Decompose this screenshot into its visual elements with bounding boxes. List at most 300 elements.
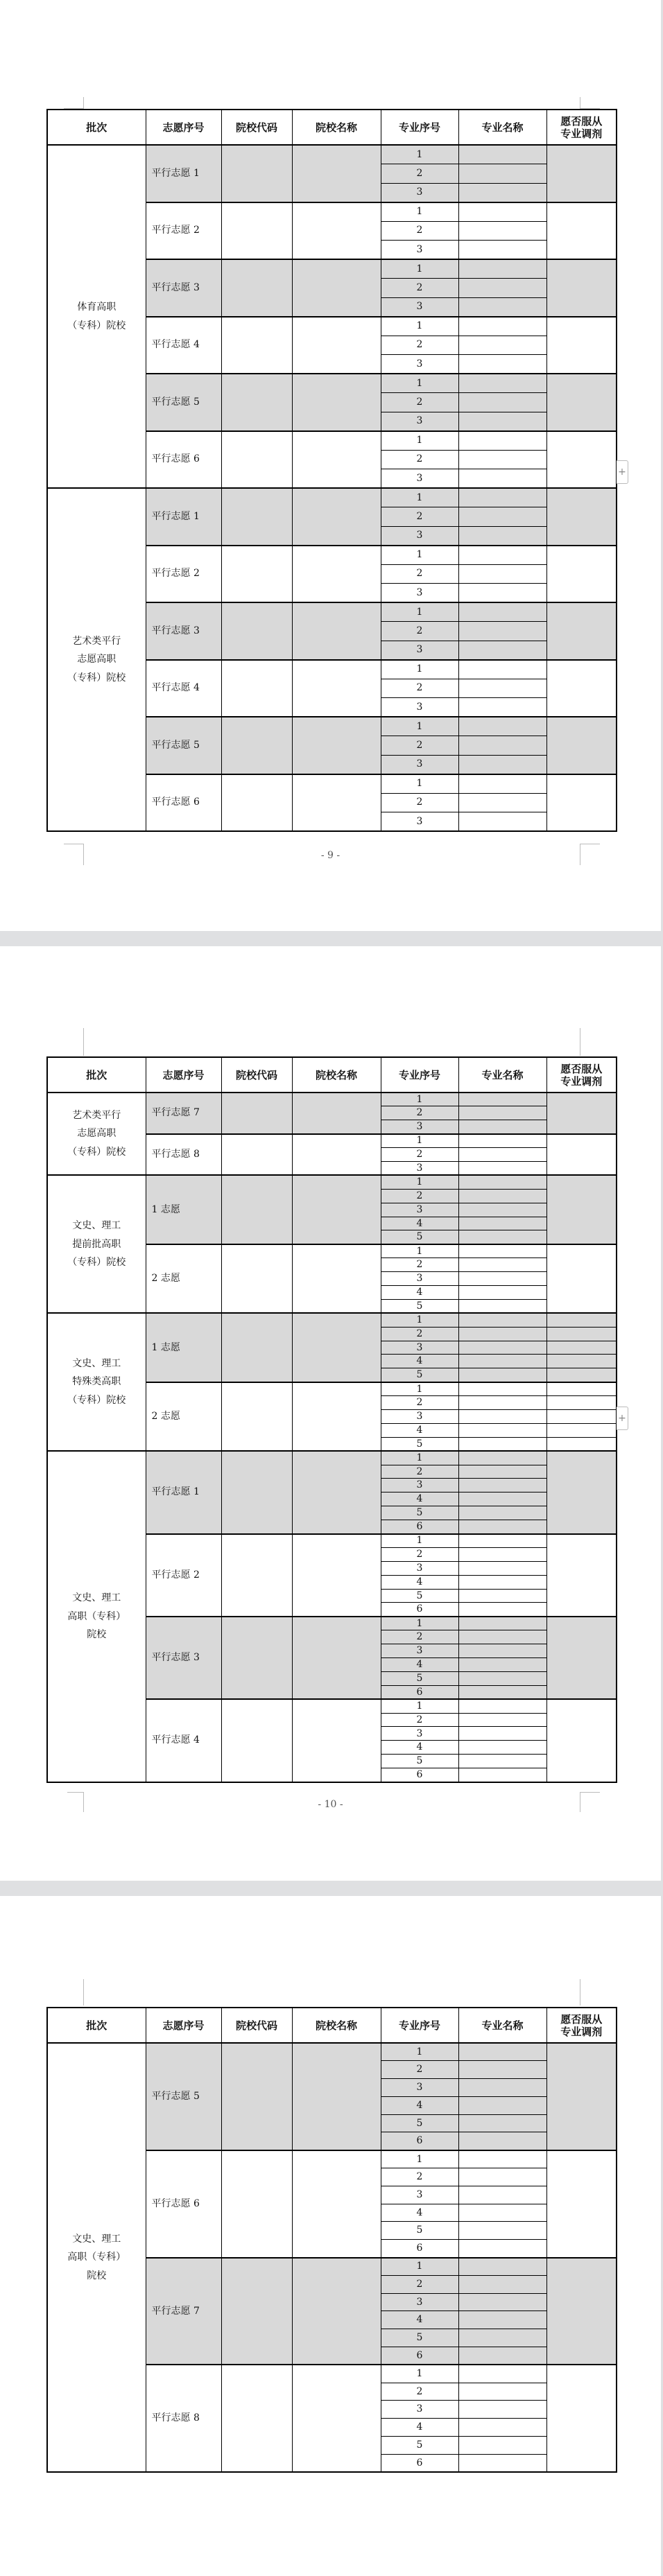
major-name-input[interactable]	[458, 1755, 546, 1768]
accept-adjustment-input[interactable]	[546, 317, 617, 374]
choice-cell: 平行志愿 3	[146, 259, 221, 317]
major-number-cell: 3	[381, 1561, 458, 1575]
major-name-input[interactable]	[458, 1534, 546, 1548]
major-number-cell: 3	[381, 412, 458, 431]
major-name-input[interactable]	[458, 374, 546, 393]
major-name-input[interactable]	[458, 2114, 546, 2132]
major-number-cell: 1	[381, 374, 458, 393]
column-header-accept-adjustment: 愿否服从 专业调剂	[546, 2008, 617, 2043]
school-name-input[interactable]	[292, 1534, 381, 1617]
major-name-input[interactable]	[458, 2168, 546, 2186]
accept-adjustment-input[interactable]	[546, 1327, 617, 1341]
school-name-input[interactable]	[292, 202, 381, 260]
school-code-input[interactable]	[221, 2365, 292, 2472]
major-number-cell: 2	[381, 679, 458, 698]
major-name-input[interactable]	[458, 1713, 546, 1727]
major-name-input[interactable]	[458, 393, 546, 412]
choice-cell: 平行志愿 4	[146, 317, 221, 374]
choice-cell: 平行志愿 2	[146, 1534, 221, 1617]
major-name-input[interactable]	[458, 1148, 546, 1162]
major-name-input[interactable]	[458, 1203, 546, 1217]
major-number-cell: 2	[381, 1713, 458, 1727]
major-number-cell: 3	[381, 241, 458, 260]
major-number-cell: 1	[381, 1699, 458, 1713]
column-header-batch: 批次	[47, 110, 146, 145]
school-name-input[interactable]	[292, 1313, 381, 1382]
major-name-input[interactable]	[458, 1685, 546, 1699]
choice-cell: 平行志愿 1	[146, 488, 221, 546]
school-name-input[interactable]	[292, 602, 381, 660]
major-number-cell: 5	[381, 1368, 458, 1382]
school-code-input[interactable]	[221, 660, 292, 717]
accept-adjustment-input[interactable]	[546, 1382, 617, 1396]
major-name-input[interactable]	[458, 622, 546, 641]
accept-adjustment-input[interactable]	[546, 2043, 617, 2150]
major-number-cell: 2	[381, 2061, 458, 2079]
major-name-input[interactable]	[458, 1106, 546, 1120]
school-code-input[interactable]	[221, 2043, 292, 2150]
school-name-input[interactable]	[292, 2258, 381, 2365]
major-number-cell: 1	[381, 1313, 458, 1327]
major-name-input[interactable]	[458, 1589, 546, 1603]
major-name-input[interactable]	[458, 1175, 546, 1189]
school-code-input[interactable]	[221, 488, 292, 546]
major-name-input[interactable]	[458, 1520, 546, 1534]
school-name-input[interactable]	[292, 488, 381, 546]
major-name-input[interactable]	[458, 1313, 546, 1327]
accept-adjustment-input[interactable]	[546, 1313, 617, 1327]
major-name-input[interactable]	[458, 1671, 546, 1685]
major-name-input[interactable]	[458, 1258, 546, 1272]
major-name-input[interactable]	[458, 698, 546, 717]
major-name-input[interactable]	[458, 1382, 546, 1396]
choice-cell: 平行志愿 1	[146, 1451, 221, 1533]
major-name-input[interactable]	[458, 2240, 546, 2258]
header-row	[47, 110, 617, 145]
major-name-input[interactable]	[458, 507, 546, 527]
batch-cell: 文史、理工 特殊类高职 （专科）院校	[47, 1313, 146, 1451]
major-name-input[interactable]	[458, 2096, 546, 2114]
batch-cell: 艺术类平行 志愿高职 （专科）院校	[47, 488, 146, 831]
school-name-input[interactable]	[292, 546, 381, 603]
major-name-input[interactable]	[458, 336, 546, 355]
accept-adjustment-input[interactable]	[546, 2258, 617, 2365]
corner-mark	[64, 97, 84, 109]
major-number-cell: 2	[381, 1189, 458, 1203]
major-number-cell: 4	[381, 1658, 458, 1672]
major-name-input[interactable]	[458, 2293, 546, 2311]
major-name-input[interactable]	[458, 1327, 546, 1341]
major-name-input[interactable]	[458, 450, 546, 469]
school-code-input[interactable]	[221, 2150, 292, 2258]
school-name-input[interactable]	[292, 259, 381, 317]
accept-adjustment-input[interactable]	[546, 602, 617, 660]
school-code-input[interactable]	[221, 1313, 292, 1382]
major-number-cell: 3	[381, 1409, 458, 1423]
major-name-input[interactable]	[458, 1423, 546, 1437]
page-number: - 10 -	[318, 1799, 343, 1810]
major-number-cell: 2	[381, 279, 458, 298]
school-code-input[interactable]	[221, 774, 292, 832]
major-name-input[interactable]	[458, 1492, 546, 1506]
major-name-input[interactable]	[458, 2437, 546, 2455]
school-name-input[interactable]	[292, 1699, 381, 1782]
header-row	[47, 1057, 617, 1093]
school-code-input[interactable]	[221, 1699, 292, 1782]
major-name-input[interactable]	[458, 1630, 546, 1644]
major-name-input[interactable]	[458, 602, 546, 622]
major-name-input[interactable]	[458, 546, 546, 565]
corner-mark	[64, 1979, 84, 2005]
major-name-input[interactable]	[458, 736, 546, 756]
batch-cell: 文史、理工 提前批高职 （专科）院校	[47, 1175, 146, 1313]
major-name-input[interactable]	[458, 1437, 546, 1451]
school-code-input[interactable]	[221, 1134, 292, 1176]
accept-adjustment-input[interactable]	[546, 374, 617, 431]
school-name-input[interactable]	[292, 1244, 381, 1313]
school-name-input[interactable]	[292, 1175, 381, 1244]
major-name-input[interactable]	[458, 1658, 546, 1672]
major-name-input[interactable]	[458, 297, 546, 317]
school-name-input[interactable]	[292, 1617, 381, 1699]
choice-cell: 平行志愿 7	[146, 1093, 221, 1134]
column-header-school-code: 院校代码	[221, 2008, 292, 2043]
major-name-input[interactable]	[458, 1506, 546, 1520]
accept-adjustment-input[interactable]	[546, 259, 617, 317]
major-name-input[interactable]	[458, 1299, 546, 1313]
choice-cell: 平行志愿 5	[146, 2043, 221, 2150]
school-name-input[interactable]	[292, 1134, 381, 1176]
major-name-input[interactable]	[458, 2329, 546, 2347]
major-name-input[interactable]	[458, 1093, 546, 1106]
major-name-input[interactable]	[458, 2419, 546, 2437]
choice-cell: 平行志愿 7	[146, 2258, 221, 2365]
accept-adjustment-input[interactable]	[546, 774, 617, 832]
major-name-input[interactable]	[458, 1120, 546, 1134]
major-number-cell: 4	[381, 1355, 458, 1368]
major-number-cell: 2	[381, 336, 458, 355]
major-name-input[interactable]	[458, 717, 546, 736]
major-name-input[interactable]	[458, 1561, 546, 1575]
major-number-cell: 1	[381, 1534, 458, 1548]
school-name-input[interactable]	[292, 774, 381, 832]
major-number-cell: 1	[381, 1451, 458, 1465]
major-name-input[interactable]	[458, 564, 546, 584]
school-name-input[interactable]	[292, 2150, 381, 2258]
accept-adjustment-input[interactable]	[546, 145, 617, 202]
major-name-input[interactable]	[458, 412, 546, 431]
major-number-cell: 6	[381, 1520, 458, 1534]
major-name-input[interactable]	[458, 2079, 546, 2097]
major-name-input[interactable]	[458, 1575, 546, 1589]
major-name-input[interactable]	[458, 1244, 546, 1258]
major-name-input[interactable]	[458, 317, 546, 336]
major-name-input[interactable]	[458, 1547, 546, 1561]
column-header-batch: 批次	[47, 1057, 146, 1093]
accept-adjustment-input[interactable]	[546, 1617, 617, 1699]
major-number-cell: 1	[381, 2043, 458, 2061]
column-header-choice-number: 志愿序号	[146, 2008, 221, 2043]
school-name-input[interactable]	[292, 1093, 381, 1134]
major-name-input[interactable]	[458, 1699, 546, 1713]
major-number-cell: 1	[381, 1134, 458, 1148]
major-name-input[interactable]	[458, 793, 546, 812]
major-name-input[interactable]	[458, 488, 546, 507]
accept-adjustment-input[interactable]	[546, 717, 617, 774]
major-number-cell: 2	[381, 1148, 458, 1162]
table-row	[47, 1313, 617, 1327]
add-row-button[interactable]: +	[617, 1407, 628, 1430]
major-name-input[interactable]	[458, 1644, 546, 1658]
choice-cell: 平行志愿 1	[146, 145, 221, 202]
choice-cell: 平行志愿 6	[146, 774, 221, 832]
major-name-input[interactable]	[458, 1479, 546, 1492]
major-name-input[interactable]	[458, 1741, 546, 1755]
major-name-input[interactable]	[458, 202, 546, 222]
school-code-input[interactable]	[221, 1451, 292, 1533]
school-code-input[interactable]	[221, 717, 292, 774]
major-name-input[interactable]	[458, 2043, 546, 2061]
accept-adjustment-input[interactable]	[546, 1534, 617, 1617]
choice-cell: 2 志愿	[146, 1244, 221, 1313]
school-code-input[interactable]	[221, 1175, 292, 1244]
column-header-major-name: 专业名称	[458, 110, 546, 145]
major-number-cell: 2	[381, 2275, 458, 2293]
major-number-cell: 1	[381, 774, 458, 794]
major-name-input[interactable]	[458, 2401, 546, 2419]
accept-adjustment-input[interactable]	[546, 1409, 617, 1423]
corner-mark	[64, 1028, 84, 1056]
major-name-input[interactable]	[458, 259, 546, 279]
major-name-input[interactable]	[458, 145, 546, 164]
major-number-cell: 3	[381, 2293, 458, 2311]
major-name-input[interactable]	[458, 584, 546, 603]
major-number-cell: 3	[381, 1120, 458, 1134]
major-number-cell: 1	[381, 1093, 458, 1106]
major-name-input[interactable]	[458, 641, 546, 660]
major-name-input[interactable]	[458, 221, 546, 241]
batch-cell: 体育高职 （专科）院校	[47, 145, 146, 488]
accept-adjustment-input[interactable]	[546, 1699, 617, 1782]
major-number-cell: 6	[381, 2240, 458, 2258]
school-code-input[interactable]	[221, 202, 292, 260]
accept-adjustment-input[interactable]	[546, 1134, 617, 1176]
major-name-input[interactable]	[458, 2258, 546, 2276]
school-code-input[interactable]	[221, 602, 292, 660]
major-name-input[interactable]	[458, 2365, 546, 2383]
major-name-input[interactable]	[458, 2275, 546, 2293]
application-table	[46, 2007, 617, 2473]
major-number-cell: 1	[381, 1244, 458, 1258]
major-name-input[interactable]	[458, 2383, 546, 2401]
major-name-input[interactable]	[458, 1451, 546, 1465]
major-name-input[interactable]	[458, 2347, 546, 2365]
major-name-input[interactable]	[458, 774, 546, 794]
accept-adjustment-input[interactable]	[546, 546, 617, 603]
accept-adjustment-input[interactable]	[546, 660, 617, 717]
major-number-cell: 1	[381, 317, 458, 336]
accept-adjustment-input[interactable]	[546, 1396, 617, 1410]
major-name-input[interactable]	[458, 469, 546, 489]
major-name-input[interactable]	[458, 1465, 546, 1479]
major-name-input[interactable]	[458, 164, 546, 184]
school-code-input[interactable]	[221, 431, 292, 489]
major-name-input[interactable]	[458, 431, 546, 451]
major-number-cell: 3	[381, 698, 458, 717]
major-name-input[interactable]	[458, 1727, 546, 1741]
major-number-cell: 1	[381, 660, 458, 679]
major-name-input[interactable]	[458, 526, 546, 546]
major-name-input[interactable]	[458, 1272, 546, 1286]
major-number-cell: 3	[381, 2186, 458, 2204]
major-name-input[interactable]	[458, 2454, 546, 2472]
school-code-input[interactable]	[221, 1617, 292, 1699]
major-name-input[interactable]	[458, 1617, 546, 1630]
school-code-input[interactable]	[221, 1244, 292, 1313]
major-number-cell: 3	[381, 1727, 458, 1741]
accept-adjustment-input[interactable]	[546, 1451, 617, 1533]
school-code-input[interactable]	[221, 1382, 292, 1451]
add-row-button[interactable]: +	[617, 460, 628, 484]
major-number-cell: 1	[381, 202, 458, 222]
school-code-input[interactable]	[221, 317, 292, 374]
column-header-major-name: 专业名称	[458, 2008, 546, 2043]
major-name-input[interactable]	[458, 1230, 546, 1244]
major-number-cell: 2	[381, 1465, 458, 1479]
major-name-input[interactable]	[458, 2222, 546, 2240]
school-code-input[interactable]	[221, 2258, 292, 2365]
school-name-input[interactable]	[292, 145, 381, 202]
accept-adjustment-input[interactable]	[546, 2150, 617, 2258]
table-row	[47, 488, 617, 507]
major-name-input[interactable]	[458, 279, 546, 298]
corner-mark	[580, 97, 600, 109]
page-number: - 9 -	[320, 850, 341, 861]
accept-adjustment-input[interactable]	[546, 2365, 617, 2472]
choice-cell: 平行志愿 4	[146, 660, 221, 717]
accept-adjustment-input[interactable]	[546, 1368, 617, 1382]
school-name-input[interactable]	[292, 2365, 381, 2472]
major-name-input[interactable]	[458, 2186, 546, 2204]
page-10	[0, 946, 661, 1881]
column-header-major-number: 专业序号	[381, 1057, 458, 1093]
major-name-input[interactable]	[458, 1409, 546, 1423]
major-number-cell: 4	[381, 1492, 458, 1506]
major-name-input[interactable]	[458, 241, 546, 260]
major-name-input[interactable]	[458, 1368, 546, 1382]
major-name-input[interactable]	[458, 183, 546, 202]
column-header-major-number: 专业序号	[381, 2008, 458, 2043]
major-number-cell: 1	[381, 431, 458, 451]
major-name-input[interactable]	[458, 1134, 546, 1148]
major-name-input[interactable]	[458, 2204, 546, 2222]
major-number-cell: 4	[381, 1217, 458, 1230]
major-number-cell: 5	[381, 2222, 458, 2240]
school-name-input[interactable]	[292, 374, 381, 431]
major-number-cell: 3	[381, 526, 458, 546]
accept-adjustment-input[interactable]	[546, 1355, 617, 1368]
accept-adjustment-input[interactable]	[546, 202, 617, 260]
major-number-cell: 1	[381, 2365, 458, 2383]
major-number-cell: 2	[381, 450, 458, 469]
school-name-input[interactable]	[292, 317, 381, 374]
major-number-cell: 4	[381, 1575, 458, 1589]
major-name-input[interactable]	[458, 2311, 546, 2329]
major-number-cell: 4	[381, 1741, 458, 1755]
school-code-input[interactable]	[221, 374, 292, 431]
accept-adjustment-input[interactable]	[546, 431, 617, 489]
major-name-input[interactable]	[458, 755, 546, 774]
major-name-input[interactable]	[458, 1396, 546, 1410]
major-name-input[interactable]	[458, 1355, 546, 1368]
school-name-input[interactable]	[292, 660, 381, 717]
major-name-input[interactable]	[458, 660, 546, 679]
column-header-batch: 批次	[47, 2008, 146, 2043]
major-number-cell: 5	[381, 2437, 458, 2455]
major-number-cell: 3	[381, 1161, 458, 1175]
major-number-cell: 3	[381, 1341, 458, 1355]
major-number-cell: 5	[381, 1589, 458, 1603]
school-code-input[interactable]	[221, 259, 292, 317]
school-name-input[interactable]	[292, 1451, 381, 1533]
school-name-input[interactable]	[292, 717, 381, 774]
major-name-input[interactable]	[458, 1161, 546, 1175]
major-name-input[interactable]	[458, 1768, 546, 1782]
major-number-cell: 1	[381, 1617, 458, 1630]
major-name-input[interactable]	[458, 2150, 546, 2168]
choice-cell: 平行志愿 6	[146, 2150, 221, 2258]
major-number-cell: 1	[381, 602, 458, 622]
major-number-cell: 5	[381, 1299, 458, 1313]
accept-adjustment-input[interactable]	[546, 488, 617, 546]
major-name-input[interactable]	[458, 1603, 546, 1617]
school-code-input[interactable]	[221, 1093, 292, 1134]
major-number-cell: 3	[381, 1479, 458, 1492]
major-number-cell: 2	[381, 1396, 458, 1410]
major-number-cell: 1	[381, 2150, 458, 2168]
major-name-input[interactable]	[458, 1217, 546, 1230]
table-row	[47, 1093, 617, 1106]
choice-cell: 1 志愿	[146, 1313, 221, 1382]
school-code-input[interactable]	[221, 546, 292, 603]
school-name-input[interactable]	[292, 1382, 381, 1451]
school-code-input[interactable]	[221, 1534, 292, 1617]
major-name-input[interactable]	[458, 1341, 546, 1355]
school-name-input[interactable]	[292, 2043, 381, 2150]
accept-adjustment-input[interactable]	[546, 1175, 617, 1244]
major-name-input[interactable]	[458, 679, 546, 698]
major-number-cell: 4	[381, 2419, 458, 2437]
major-name-input[interactable]	[458, 355, 546, 374]
accept-adjustment-input[interactable]	[546, 1423, 617, 1437]
batch-cell: 艺术类平行 志愿高职 （专科）院校	[47, 1093, 146, 1175]
accept-adjustment-input[interactable]	[546, 1093, 617, 1134]
major-name-input[interactable]	[458, 812, 546, 832]
school-code-input[interactable]	[221, 145, 292, 202]
column-header-school-code: 院校代码	[221, 110, 292, 145]
accept-adjustment-input[interactable]	[546, 1437, 617, 1451]
accept-adjustment-input[interactable]	[546, 1244, 617, 1313]
major-number-cell: 3	[381, 584, 458, 603]
major-name-input[interactable]	[458, 2132, 546, 2150]
major-name-input[interactable]	[458, 1189, 546, 1203]
school-name-input[interactable]	[292, 431, 381, 489]
accept-adjustment-input[interactable]	[546, 1341, 617, 1355]
major-number-cell: 1	[381, 1382, 458, 1396]
major-number-cell: 5	[381, 1437, 458, 1451]
major-name-input[interactable]	[458, 2061, 546, 2079]
major-name-input[interactable]	[458, 1285, 546, 1299]
